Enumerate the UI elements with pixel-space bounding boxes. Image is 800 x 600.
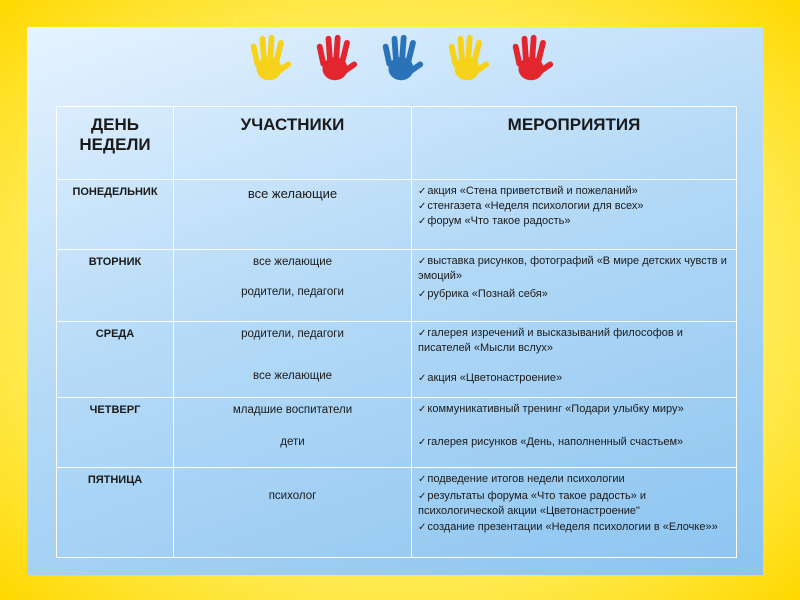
header-participants: УЧАСТНИКИ	[174, 107, 412, 180]
day-cell: ЧЕТВЕРГ	[57, 398, 174, 468]
day-cell: СРЕДА	[57, 322, 174, 398]
participant: родители, педагоги	[241, 328, 344, 340]
event-item: ✓ галерея изречений и высказываний философов и писателей «Мысли вслух»	[418, 326, 730, 355]
participants-cell	[174, 322, 412, 398]
hand-print-icon	[240, 30, 298, 88]
table-row	[57, 322, 737, 398]
event-item: ✓ форум «Что такое радость»	[418, 214, 730, 229]
participants-cell	[174, 468, 412, 558]
hand-print-icon	[306, 30, 364, 88]
participant: родители, педагоги	[241, 286, 344, 298]
table-row	[57, 250, 737, 322]
hand-print-icon	[438, 30, 496, 88]
event-item: ✓ подведение итогов недели психологии	[418, 472, 730, 487]
table-row	[57, 398, 737, 468]
event-item: ✓ стенгазета «Неделя психологии для всех»	[418, 199, 730, 214]
events-cell	[412, 398, 737, 468]
event-item: ✓ акция «Цветонастроение»	[418, 371, 730, 386]
table-header-row	[57, 107, 737, 180]
event-item: ✓ коммуникативный тренинг «Подари улыбку миру»	[418, 402, 730, 417]
hand-print-icon	[372, 30, 430, 88]
day-cell: ПЯТНИЦА	[57, 468, 174, 558]
hand-prints	[240, 30, 560, 100]
event-item: ✓ рубрика «Познай себя»	[418, 287, 730, 302]
participant: все желающие	[247, 186, 338, 201]
participant: психолог	[268, 490, 317, 502]
participant: младшие воспитатели	[232, 404, 353, 416]
header-day: ДЕНЬ НЕДЕЛИ	[57, 107, 174, 180]
table-row	[57, 180, 737, 250]
event-item: ✓ акция «Стена приветствий и пожеланий»	[418, 184, 730, 199]
participant: дети	[280, 436, 305, 448]
participant: все желающие	[252, 370, 333, 382]
event-item: ✓ галерея рисунков «День, наполненный счастьем»	[418, 435, 730, 450]
events-cell	[412, 250, 737, 322]
event-item: ✓ создание презентации «Неделя психологии в «Елочке»»	[418, 520, 730, 535]
participant: все желающие	[252, 256, 333, 268]
participants-cell	[174, 250, 412, 322]
table-row	[57, 468, 737, 558]
events-cell	[412, 322, 737, 398]
event-item: ✓ результаты форума «Что такое радость» и психологической акции «Цветонастроение"	[418, 489, 730, 518]
week-schedule-table	[56, 106, 737, 558]
participants-cell	[174, 180, 412, 250]
events-cell	[412, 468, 737, 558]
event-item: ✓ выставка рисунков, фотографий «В мире детских чувств и эмоций»	[418, 254, 730, 283]
header-events: МЕРОПРИЯТИЯ	[412, 107, 737, 180]
events-cell	[412, 180, 737, 250]
day-cell: ПОНЕДЕЛЬНИК	[57, 180, 174, 250]
hand-print-icon	[502, 30, 560, 88]
day-cell: ВТОРНИК	[57, 250, 174, 322]
participants-cell	[174, 398, 412, 468]
